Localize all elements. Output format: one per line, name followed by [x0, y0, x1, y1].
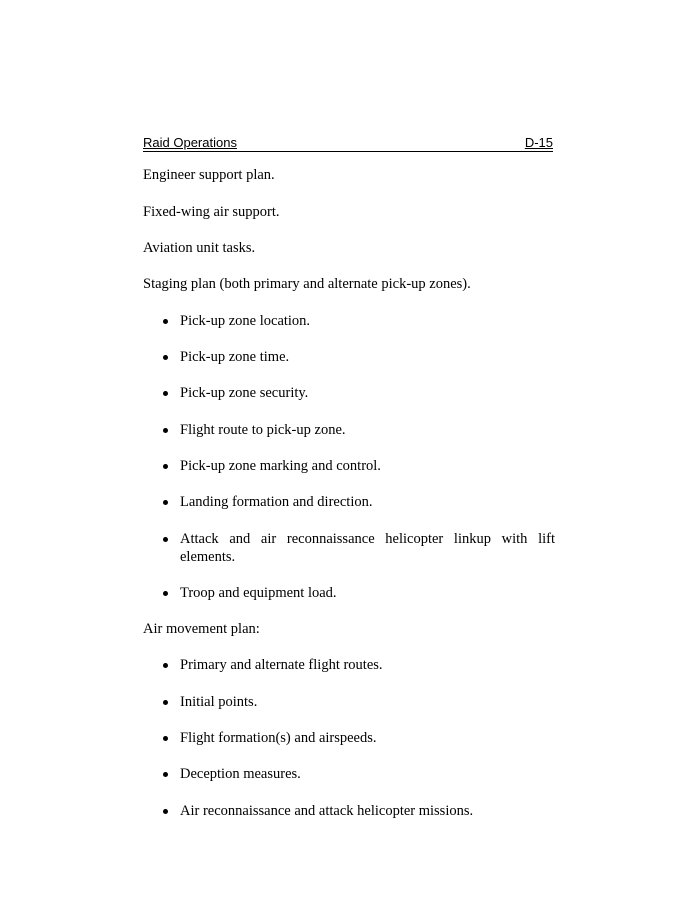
list-item	[163, 802, 555, 820]
list-item	[163, 457, 555, 475]
bullet-icon	[163, 500, 168, 505]
list-item	[163, 584, 555, 602]
paragraph-engineer-support: Engineer support plan.	[143, 167, 275, 183]
list-item-text: Pick-up zone time.	[180, 349, 290, 365]
list-item	[163, 312, 555, 330]
list-item	[163, 729, 555, 747]
bullet-icon	[163, 537, 168, 542]
bullet-icon	[163, 319, 168, 324]
bullet-icon	[163, 663, 168, 668]
bullet-icon	[163, 809, 168, 814]
bullet-icon	[163, 700, 168, 705]
page-header	[143, 135, 553, 152]
list-item-text: Pick-up zone security.	[180, 385, 309, 401]
list-item-text: Attack and air reconnaissance helicopter linkup with lift elements.	[180, 531, 555, 565]
list-item	[163, 421, 555, 439]
list-item	[163, 493, 555, 511]
bullet-icon	[163, 591, 168, 596]
paragraph-aviation-tasks: Aviation unit tasks.	[143, 240, 256, 256]
list-item-text: Initial points.	[180, 694, 258, 710]
bullet-icon	[163, 428, 168, 433]
bullet-icon	[163, 736, 168, 741]
list-item	[163, 384, 555, 402]
list-item-text: Pick-up zone marking and control.	[180, 458, 381, 474]
page-number: D-15	[524, 135, 553, 150]
list-item-text: Pick-up zone location.	[180, 313, 311, 329]
list-item	[163, 348, 555, 366]
list-item	[163, 765, 555, 783]
section-title: Raid Operations	[143, 135, 237, 150]
paragraph-staging-plan: Staging plan (both primary and alternate pick-up zones).	[143, 276, 471, 292]
paragraph-fixed-wing: Fixed-wing air support.	[143, 204, 280, 220]
list-item-text: Air reconnaissance and attack helicopter missions.	[180, 803, 474, 819]
list-item-text: Flight formation(s) and airspeeds.	[180, 730, 377, 746]
list-item-text: Deception measures.	[180, 766, 301, 782]
paragraph-air-movement: Air movement plan:	[143, 621, 260, 637]
bullet-icon	[163, 391, 168, 396]
bullet-icon	[163, 772, 168, 777]
list-item-text: Landing formation and direction.	[180, 494, 373, 510]
list-item	[163, 530, 555, 566]
list-item-text: Flight route to pick-up zone.	[180, 422, 346, 438]
list-item	[163, 656, 555, 674]
bullet-icon	[163, 464, 168, 469]
bullet-icon	[163, 355, 168, 360]
list-item-text: Troop and equipment load.	[180, 585, 337, 601]
list-item	[163, 693, 555, 711]
list-item-text: Primary and alternate flight routes.	[180, 657, 383, 673]
